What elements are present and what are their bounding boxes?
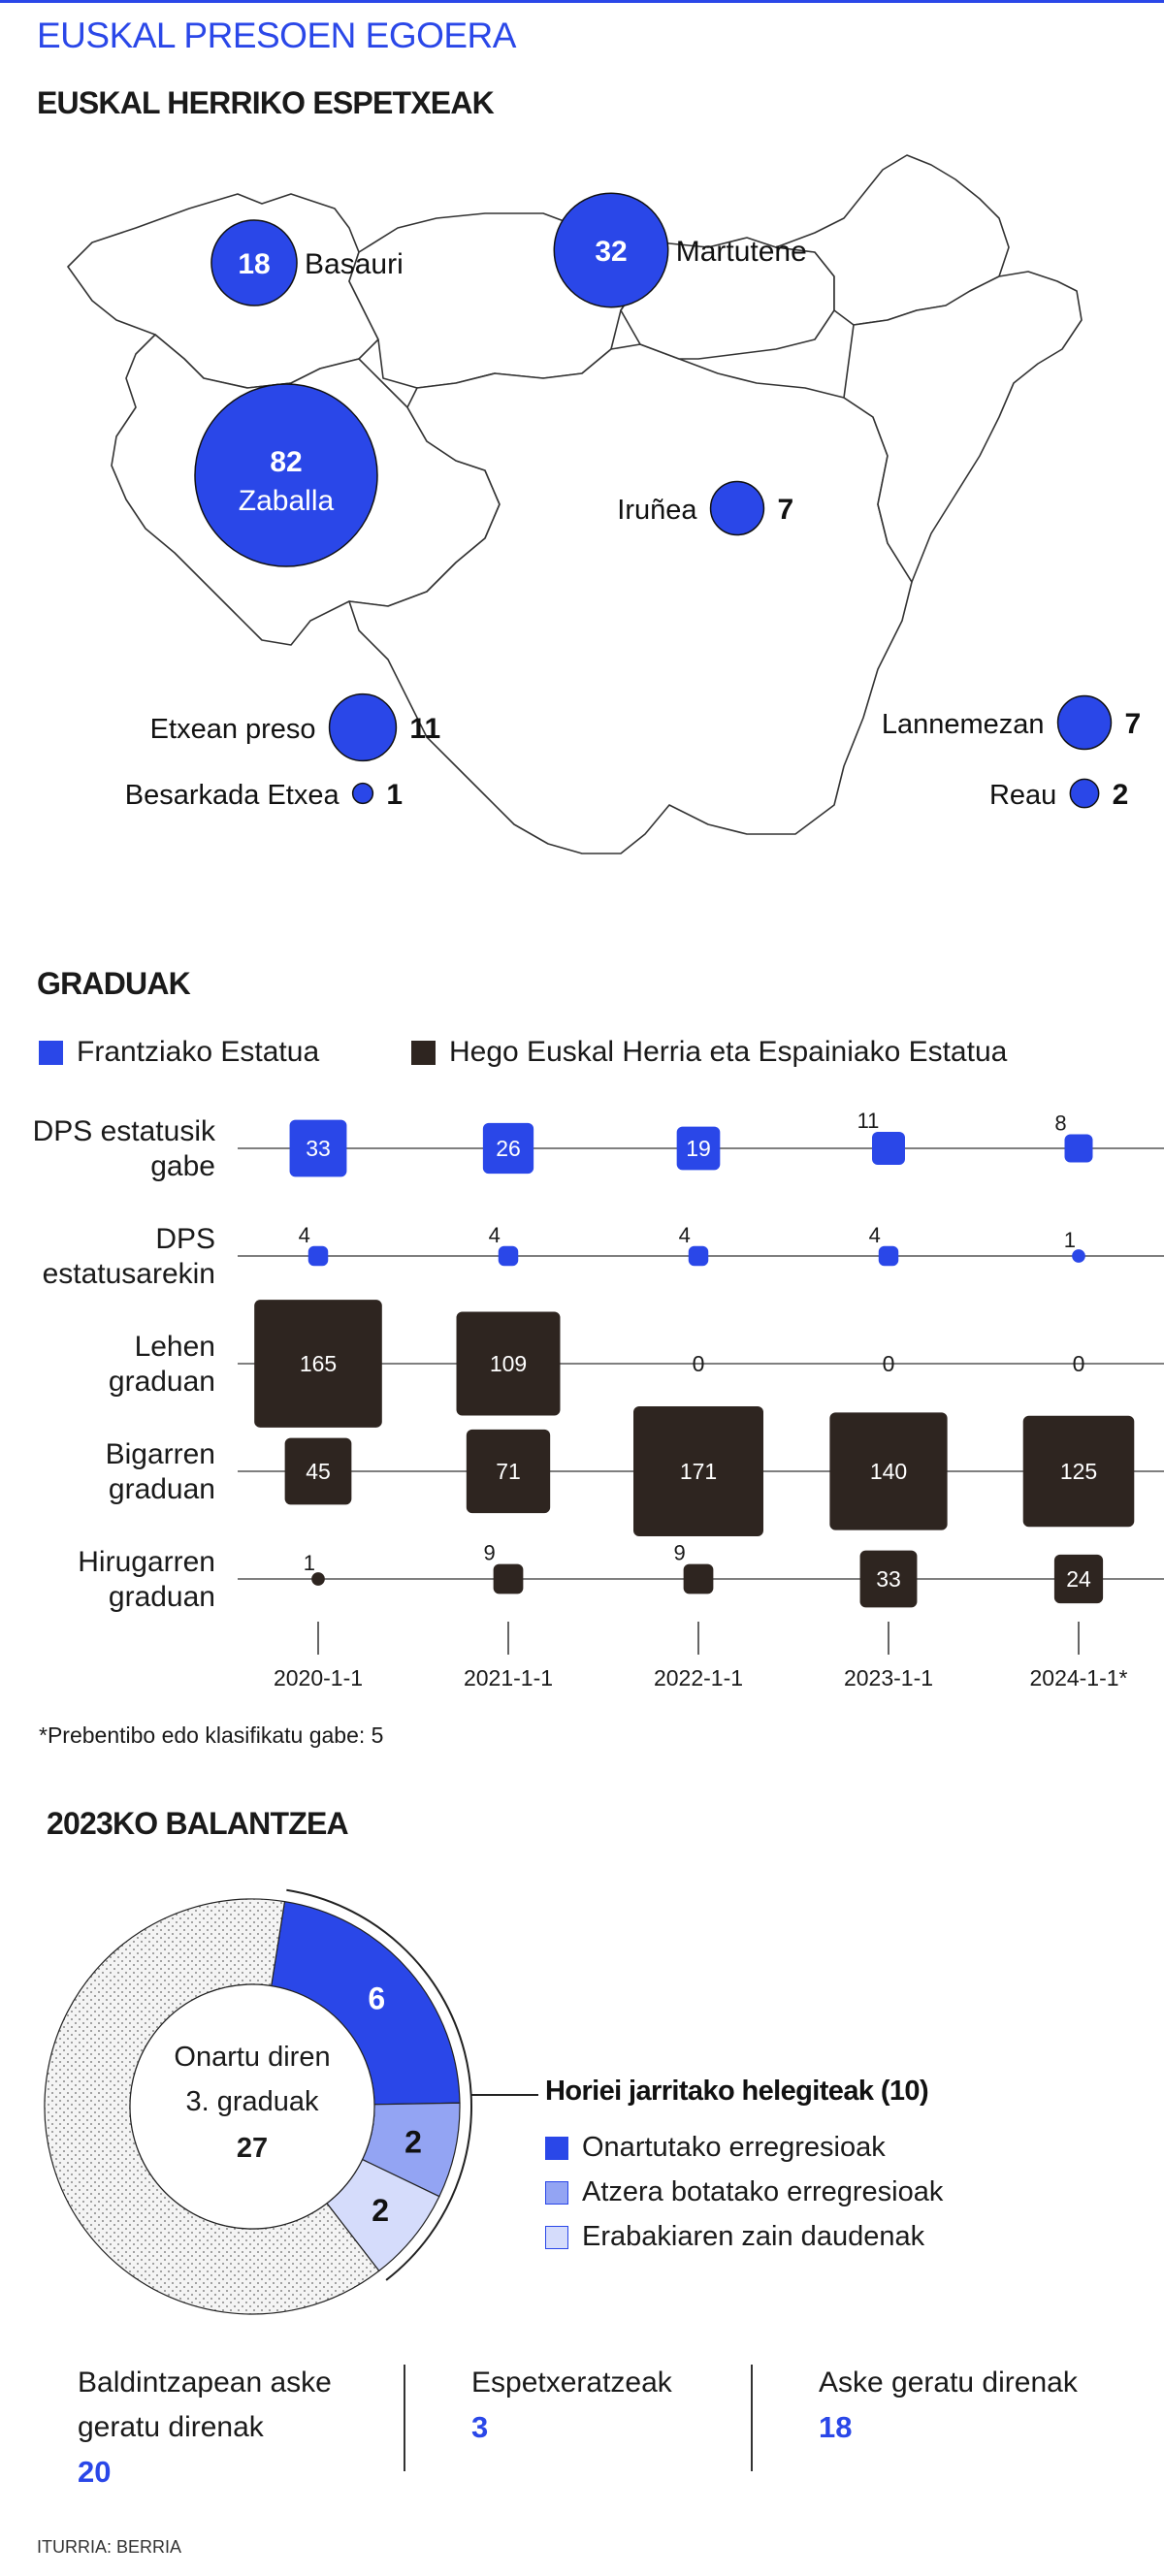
bubble-name-4: Etxean preso	[149, 714, 316, 745]
footnote: *Prebentibo edo klasifikatu gabe: 5	[39, 1723, 384, 1748]
stat-value: 20	[78, 2455, 112, 2489]
map-heading: EUSKAL HERRIKO ESPETXEAK	[37, 85, 494, 120]
mark-r1-c0	[308, 1246, 328, 1266]
mark-r0-c3-label: 11	[857, 1109, 880, 1134]
mark-r1-c2	[689, 1246, 708, 1266]
mark-r1-c4-label: 1	[1063, 1227, 1077, 1252]
donut-slice-label-1: 2	[404, 2124, 422, 2160]
mark-r2-c1-label: 109	[489, 1351, 528, 1376]
mark-r0-c0-label: 33	[306, 1136, 331, 1161]
row-label-3-b: graduan	[108, 1473, 215, 1505]
mark-r1-c3	[879, 1246, 898, 1266]
row-label-0-b: gabe	[150, 1150, 215, 1182]
stat-label: Aske geratu direnak	[819, 2367, 1078, 2399]
grades-dot-chart	[0, 1106, 1164, 1707]
donut-slice-label-0: 6	[368, 1980, 386, 2016]
stat-label: Baldintzapean aske geratu direnak	[78, 2367, 332, 2443]
mark-r3-c0-label: 45	[306, 1459, 331, 1484]
mark-r2-c3-label: 0	[882, 1351, 895, 1376]
prison-map	[0, 97, 1164, 950]
mark-r3-c4-label: 125	[1059, 1459, 1098, 1484]
legend-swatch-blue	[39, 1041, 63, 1065]
bubble-4	[330, 694, 397, 761]
mark-r1-c1	[499, 1246, 518, 1266]
source-credit: ITURRIA: BERRIA	[37, 2537, 182, 2557]
bubble-7	[1070, 779, 1098, 807]
mark-r4-c2	[684, 1564, 714, 1594]
bubble-name-6: Lannemezan	[881, 709, 1045, 740]
legend-swatch	[545, 2226, 568, 2249]
mark-r0-c4	[1065, 1135, 1093, 1163]
bubble-3	[711, 482, 764, 535]
legend-label: Hego Euskal Herria eta Espainiako Estatua	[449, 1036, 1008, 1068]
stat-value: 18	[819, 2410, 853, 2444]
x-tick-label-1: 2021-1-1	[463, 1665, 554, 1690]
mark-r4-c2-label: 9	[673, 1540, 686, 1565]
balance-heading: 2023KO BALANTZEA	[47, 1806, 348, 1841]
bubble-value-7: 2	[1112, 779, 1129, 811]
mark-r0-c3	[872, 1132, 905, 1165]
mark-r0-c2-label: 19	[686, 1136, 711, 1161]
mark-r4-c1-label: 9	[483, 1540, 496, 1565]
mark-r0-c4-label: 8	[1054, 1111, 1067, 1136]
row-label-2: Lehen	[134, 1331, 215, 1363]
donut-center-value: 27	[236, 2133, 269, 2164]
mark-r1-c2-label: 4	[678, 1222, 691, 1247]
appeals-title: Horiei jarritako helegiteak (10)	[545, 2076, 929, 2107]
legend-label: Erabakiaren zain daudenak	[582, 2221, 925, 2252]
stat-value: 3	[471, 2410, 489, 2444]
bubble-name-5: Besarkada Etxea	[124, 780, 340, 811]
page-title: EUSKAL PRESOEN EGOERA	[37, 16, 516, 55]
mark-r1-c3-label: 4	[868, 1222, 881, 1247]
stat-released	[819, 2361, 1139, 2450]
mark-r4-c4-label: 24	[1066, 1566, 1091, 1592]
row-label-4-b: graduan	[108, 1581, 215, 1613]
row-label-0: DPS estatusik	[32, 1115, 215, 1147]
bubble-name-0: Basauri	[305, 248, 404, 280]
bubble-value-3: 7	[777, 494, 794, 526]
bubble-5	[353, 784, 373, 804]
mark-r2-c2-label: 0	[692, 1351, 705, 1376]
mark-r0-c1-label: 26	[496, 1136, 521, 1161]
appeals-legend-rejected	[545, 2176, 943, 2208]
mark-r1-c0-label: 4	[298, 1222, 310, 1247]
legend-item-spain	[411, 1036, 1007, 1069]
legend-label: Atzera botatako erregresioak	[582, 2176, 944, 2207]
stat-divider	[404, 2365, 405, 2471]
appeals-legend-pending	[545, 2221, 924, 2253]
bubble-value-2: 82	[270, 446, 303, 478]
bubble-value-5: 1	[386, 779, 404, 811]
donut-center-line2: 3. graduak	[185, 2086, 319, 2117]
stat-divider	[751, 2365, 753, 2471]
legend-swatch	[545, 2137, 568, 2160]
bubble-value-1: 32	[595, 236, 628, 268]
legend-label: Frantziako Estatua	[77, 1036, 320, 1068]
stat-label: Espetxeratzeak	[471, 2367, 672, 2399]
row-label-3: Bigarren	[105, 1438, 215, 1470]
donut-slice-label-2: 2	[372, 2192, 390, 2228]
legend-swatch	[545, 2181, 568, 2205]
x-tick-label-4: 2024-1-1*	[1029, 1665, 1128, 1690]
donut-center-line1: Onartu diren	[174, 2042, 331, 2073]
row-label-1-b: estatusarekin	[42, 1258, 215, 1290]
legend-item-france	[39, 1036, 319, 1069]
row-label-1: DPS	[155, 1223, 215, 1255]
top-accent-line	[0, 0, 1164, 3]
row-label-4: Hirugarren	[78, 1546, 215, 1578]
bubble-value-4: 11	[409, 713, 441, 745]
mark-r4-c1	[494, 1564, 524, 1594]
stat-parole	[78, 2361, 398, 2495]
bubble-value-6: 7	[1124, 708, 1142, 740]
row-label-2-b: graduan	[108, 1366, 215, 1398]
mark-r3-c1-label: 71	[496, 1459, 521, 1484]
region-nafarroa	[349, 344, 912, 853]
bubble-name-2: Zaballa	[238, 485, 335, 517]
legend-swatch-dark	[411, 1041, 436, 1065]
x-tick-label-3: 2023-1-1	[843, 1665, 934, 1690]
bubble-name-7: Reau	[988, 780, 1057, 811]
bubble-name-3: Iruñea	[617, 495, 697, 526]
bubble-6	[1058, 696, 1112, 750]
mark-r2-c0-label: 165	[299, 1351, 338, 1376]
mark-r3-c2-label: 171	[679, 1459, 718, 1484]
mark-r2-c4-label: 0	[1072, 1351, 1085, 1376]
x-tick-label-2: 2022-1-1	[653, 1665, 744, 1690]
appeals-legend-accepted	[545, 2132, 886, 2164]
bubble-name-1: Martutene	[675, 236, 807, 268]
stat-imprisonments	[471, 2361, 792, 2450]
x-tick-label-0: 2020-1-1	[273, 1665, 364, 1690]
mark-r1-c1-label: 4	[488, 1222, 501, 1247]
legend-label: Onartutako erregresioak	[582, 2132, 886, 2163]
graduak-heading: GRADUAK	[37, 966, 190, 1001]
mark-r4-c0-label: 1	[303, 1550, 316, 1575]
mark-r3-c3-label: 140	[869, 1459, 908, 1484]
mark-r4-c3-label: 33	[876, 1566, 901, 1592]
bubble-value-0: 18	[238, 248, 271, 280]
